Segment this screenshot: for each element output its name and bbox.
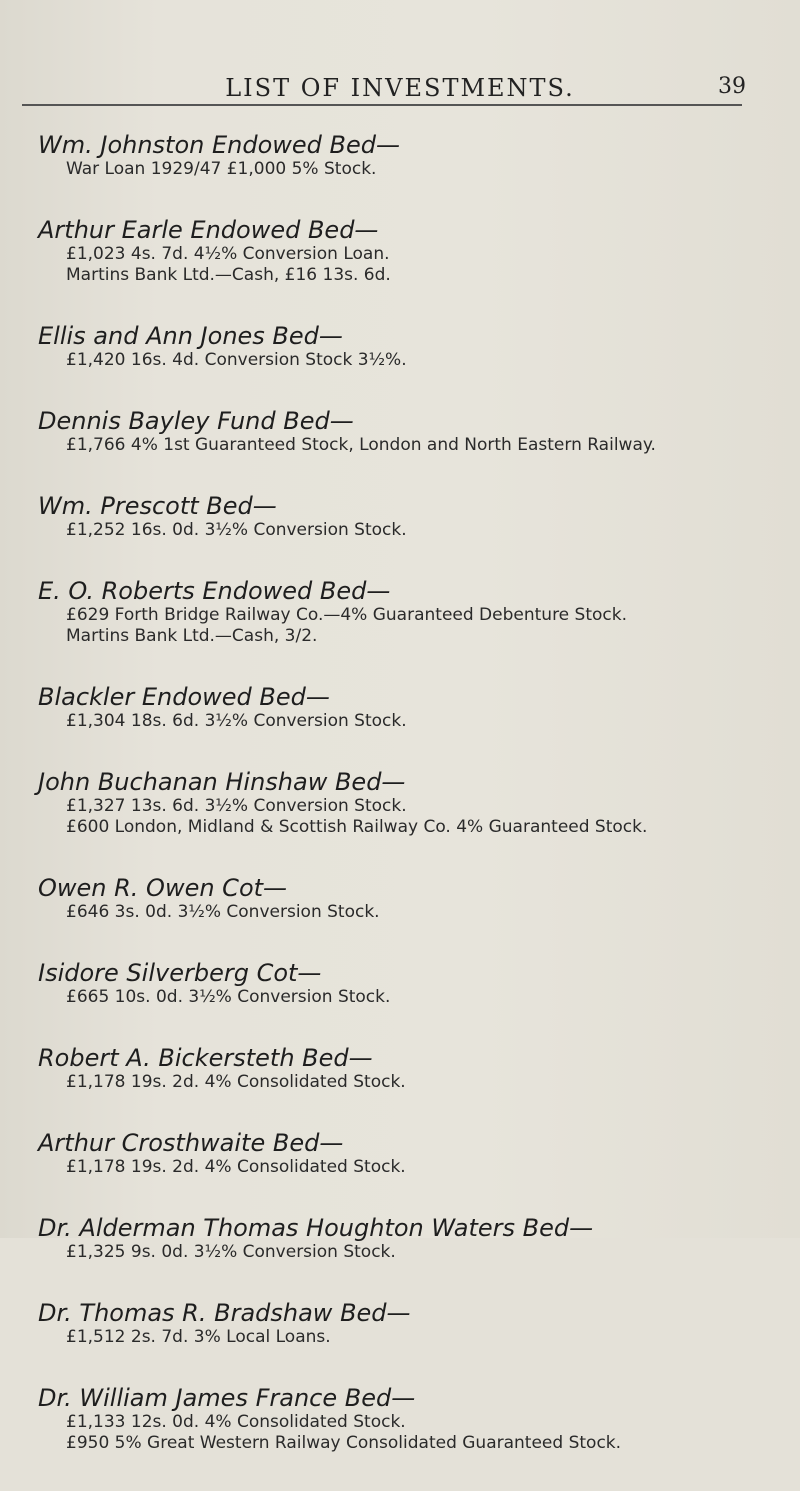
entry-name: Isidore Silverberg Cot— bbox=[38, 959, 322, 987]
entry-detail-line: £1,178 19s. 2d. 4% Consolidated Stock. bbox=[66, 1157, 406, 1177]
entry-name: Owen R. Owen Cot— bbox=[38, 874, 288, 902]
investment-entry bbox=[0, 1300, 800, 1348]
entry-detail-line: £665 10s. 0d. 3½% Conversion Stock. bbox=[66, 987, 391, 1007]
entry-detail-line: £1,766 4% 1st Guaranteed Stock, London and North Eastern Railway. bbox=[66, 435, 656, 455]
entry-name: Blackler Endowed Bed— bbox=[38, 683, 330, 711]
entry-detail-line: War Loan 1929/47 £1,000 5% Stock. bbox=[66, 159, 377, 179]
entry-detail-line: £950 5% Great Western Railway Consolidated Guaranteed Stock. bbox=[66, 1433, 622, 1453]
investment-entry bbox=[0, 1130, 800, 1178]
entry-name: Robert A. Bickersteth Bed— bbox=[38, 1044, 373, 1072]
entry-name: Dr. William James France Bed— bbox=[38, 1384, 416, 1412]
entry-name: Wm. Prescott Bed— bbox=[38, 492, 277, 520]
entry-detail-line: Martins Bank Ltd.—Cash, £16 13s. 6d. bbox=[66, 265, 391, 285]
entry-name: Dennis Bayley Fund Bed— bbox=[38, 407, 354, 435]
entry-detail-line: £646 3s. 0d. 3½% Conversion Stock. bbox=[66, 902, 380, 922]
entry-detail-line: £1,512 2s. 7d. 3% Local Loans. bbox=[66, 1327, 331, 1347]
page-title: LIST OF INVESTMENTS. bbox=[225, 74, 575, 102]
entry-name: Arthur Earle Endowed Bed— bbox=[38, 216, 379, 244]
page-header bbox=[0, 74, 800, 104]
entry-name: Dr. Alderman Thomas Houghton Waters Bed— bbox=[38, 1214, 594, 1242]
entry-detail-line: £1,133 12s. 0d. 4% Consolidated Stock. bbox=[66, 1412, 406, 1432]
investment-entry bbox=[0, 875, 800, 923]
investment-entry bbox=[0, 132, 800, 180]
entry-detail-line: £1,023 4s. 7d. 4½% Conversion Loan. bbox=[66, 244, 390, 264]
entry-name: Arthur Crosthwaite Bed— bbox=[38, 1129, 344, 1157]
entry-name: Wm. Johnston Endowed Bed— bbox=[38, 131, 401, 159]
header-rule bbox=[22, 104, 742, 106]
entry-detail-line: £1,304 18s. 6d. 3½% Conversion Stock. bbox=[66, 711, 407, 731]
entry-detail-line: £1,252 16s. 0d. 3½% Conversion Stock. bbox=[66, 520, 407, 540]
entry-name: Dr. Thomas R. Bradshaw Bed— bbox=[38, 1299, 411, 1327]
investment-entry bbox=[0, 323, 800, 371]
entry-detail-line: £1,327 13s. 6d. 3½% Conversion Stock. bbox=[66, 796, 407, 816]
investment-entry bbox=[0, 1215, 800, 1263]
investment-list bbox=[0, 132, 800, 1491]
investment-entry bbox=[0, 1045, 800, 1093]
entry-name: Ellis and Ann Jones Bed— bbox=[38, 322, 343, 350]
entry-detail-line: Martins Bank Ltd.—Cash, 3/2. bbox=[66, 626, 318, 646]
investment-entry bbox=[0, 217, 800, 286]
investment-entry bbox=[0, 960, 800, 1008]
entry-detail-line: £1,325 9s. 0d. 3½% Conversion Stock. bbox=[66, 1242, 396, 1262]
investment-entry bbox=[0, 1385, 800, 1454]
entry-detail-line: £1,420 16s. 4d. Conversion Stock 3½%. bbox=[66, 350, 407, 370]
entry-name: John Buchanan Hinshaw Bed— bbox=[38, 768, 406, 796]
entry-detail-line: £600 London, Midland & Scottish Railway Co. 4% Guaranteed Stock. bbox=[66, 817, 648, 837]
investment-entry bbox=[0, 684, 800, 732]
investment-entry bbox=[0, 493, 800, 541]
investment-entry bbox=[0, 408, 800, 456]
entry-detail-line: £629 Forth Bridge Railway Co.—4% Guaranteed Debenture Stock. bbox=[66, 605, 627, 625]
investment-entry bbox=[0, 578, 800, 647]
page-number: 39 bbox=[718, 74, 746, 99]
investment-entry bbox=[0, 769, 800, 838]
entry-detail-line: £1,178 19s. 2d. 4% Consolidated Stock. bbox=[66, 1072, 406, 1092]
entry-name: E. O. Roberts Endowed Bed— bbox=[38, 577, 391, 605]
